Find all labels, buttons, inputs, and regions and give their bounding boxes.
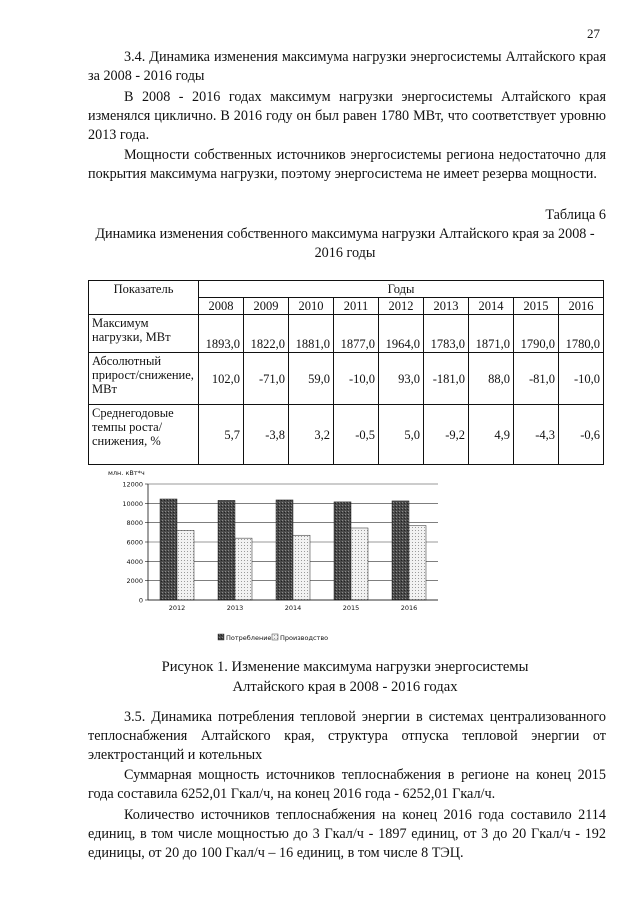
y-tick-label: 8000: [126, 519, 143, 528]
y-tick-label: 12000: [122, 480, 143, 489]
table-cell: 1877,0: [334, 315, 379, 353]
bar-consumption-2012: [160, 499, 177, 600]
section-3-4-paragraph-1: В 2008 - 2016 годах максимум нагрузки энергосистемы Алтайского края изменялся циклично. В 2016 году он был равен 1780 МВт, что соответствует уровню 2013 года.: [88, 89, 606, 143]
y-tick-label: 0: [138, 596, 143, 605]
bar-production-2013: [235, 538, 252, 600]
table-cell: 1822,0: [244, 315, 289, 353]
legend-swatch-consumption: [218, 634, 224, 640]
bar-production-2012: [177, 530, 194, 600]
table-cell: -81,0: [514, 353, 559, 405]
table-row: [89, 405, 604, 465]
table-cell: 102,0: [199, 353, 244, 405]
bar-production-2015: [351, 528, 368, 600]
year-cell: 2009: [244, 298, 289, 315]
row-label: Абсолютный прирост/снижение, МВт: [89, 353, 199, 405]
table-cell: 93,0: [379, 353, 424, 405]
table-cell: 88,0: [469, 353, 514, 405]
page-number: 27: [587, 26, 600, 41]
table-cell: -10,0: [559, 353, 604, 405]
table-cell: 1893,0: [199, 315, 244, 353]
table-cell: 59,0: [289, 353, 334, 405]
year-cell: 2011: [334, 298, 379, 315]
section-3-5-heading: 3.5. Динамика потребления тепловой энергии в системах централизованного теплоснабжения Алтайского края, структура отпуска тепловой энергии от электростанций и котельных: [88, 709, 606, 763]
x-tick-label: 2015: [342, 604, 360, 612]
table-title: Динамика изменения собственного максимума нагрузки Алтайского края за 2008 - 2016 годы: [95, 226, 595, 261]
section-3-4-paragraph-2: Мощности собственных источников энергосистемы региона недостаточно для покрытия максимума нагрузки, поэтому энергосистема не имеет резерва мощности.: [88, 147, 606, 182]
y-tick-label: 10000: [122, 499, 143, 508]
year-cell: 2014: [469, 298, 514, 315]
consumption-production-chart: [96, 466, 456, 646]
section-3-5-paragraph-2: Количество источников теплоснабжения на конец 2016 года составило 2114 единиц, в том числе мощностью до 3 Гкал/ч - 1897 единиц, от 3 до 20 Гкал/ч - 192 единицы, от 20 до 100 Гкал/ч – 16 единиц, в том числе 8 ТЭЦ.: [88, 807, 606, 861]
table-cell: -10,0: [334, 353, 379, 405]
table-cell: -3,8: [244, 405, 289, 465]
table-cell: -71,0: [244, 353, 289, 405]
table-6: [88, 280, 604, 465]
table-header-row: [89, 281, 604, 298]
table-cell: 1783,0: [424, 315, 469, 353]
table-row: [89, 353, 604, 405]
table-cell: -0,6: [559, 405, 604, 465]
year-cell: 2012: [379, 298, 424, 315]
header-years: Годы: [199, 281, 604, 298]
y-tick-label: 6000: [126, 538, 143, 547]
legend-swatch-production: [272, 634, 278, 640]
bar-production-2014: [293, 535, 310, 600]
table-cell: 1871,0: [469, 315, 514, 353]
table-cell: -0,5: [334, 405, 379, 465]
table-cell: 1780,0: [559, 315, 604, 353]
table-cell: 3,2: [289, 405, 334, 465]
table-label: Таблица 6: [545, 207, 606, 223]
year-cell: 2016: [559, 298, 604, 315]
row-label: Среднегодовые темпы роста/снижения, %: [89, 405, 199, 465]
x-tick-label: 2012: [168, 604, 186, 612]
legend-label-production: Производство: [280, 634, 329, 642]
table-cell: -9,2: [424, 405, 469, 465]
table-cell: 4,9: [469, 405, 514, 465]
bar-consumption-2013: [218, 500, 235, 600]
year-cell: 2010: [289, 298, 334, 315]
legend-label-consumption: Потребление: [226, 634, 272, 642]
section-3-5-paragraph-1: Суммарная мощность источников теплоснабжения в регионе на конец 2015 года составила 6252,01 Гкал/ч, на конец 2016 года - 6252,01 Гкал/ч.: [88, 767, 606, 802]
bar-consumption-2016: [392, 501, 409, 600]
chart-legend: [218, 634, 328, 642]
figure-caption: Рисунок 1. Изменение максимума нагрузки энергосистемы Алтайского края в 2008 - 2016 годах: [161, 659, 529, 695]
table-cell: -4,3: [514, 405, 559, 465]
row-label: Максимум нагрузки, МВт: [89, 315, 199, 353]
year-cell: 2015: [514, 298, 559, 315]
y-axis-label: млн. кВт*ч: [108, 469, 145, 477]
table-cell: 1790,0: [514, 315, 559, 353]
bar-consumption-2015: [334, 502, 351, 600]
table-cell: 5,7: [199, 405, 244, 465]
table-cell: 1881,0: [289, 315, 334, 353]
table-row: [89, 315, 604, 353]
table-cell: 1964,0: [379, 315, 424, 353]
year-cell: 2013: [424, 298, 469, 315]
x-tick-label: 2016: [400, 604, 418, 612]
year-cell: 2008: [199, 298, 244, 315]
header-indicator: Показатель: [89, 281, 199, 315]
bar-production-2016: [409, 526, 426, 600]
y-tick-label: 4000: [126, 557, 143, 566]
table-cell: -181,0: [424, 353, 469, 405]
x-tick-label: 2014: [284, 604, 302, 612]
table-cell: 5,0: [379, 405, 424, 465]
bar-consumption-2014: [276, 500, 293, 600]
x-tick-label: 2013: [226, 604, 244, 612]
section-3-4-heading: 3.4. Динамика изменения максимума нагрузки энергосистемы Алтайского края за 2008 - 2016 годы: [88, 49, 606, 84]
y-tick-label: 2000: [126, 577, 143, 586]
